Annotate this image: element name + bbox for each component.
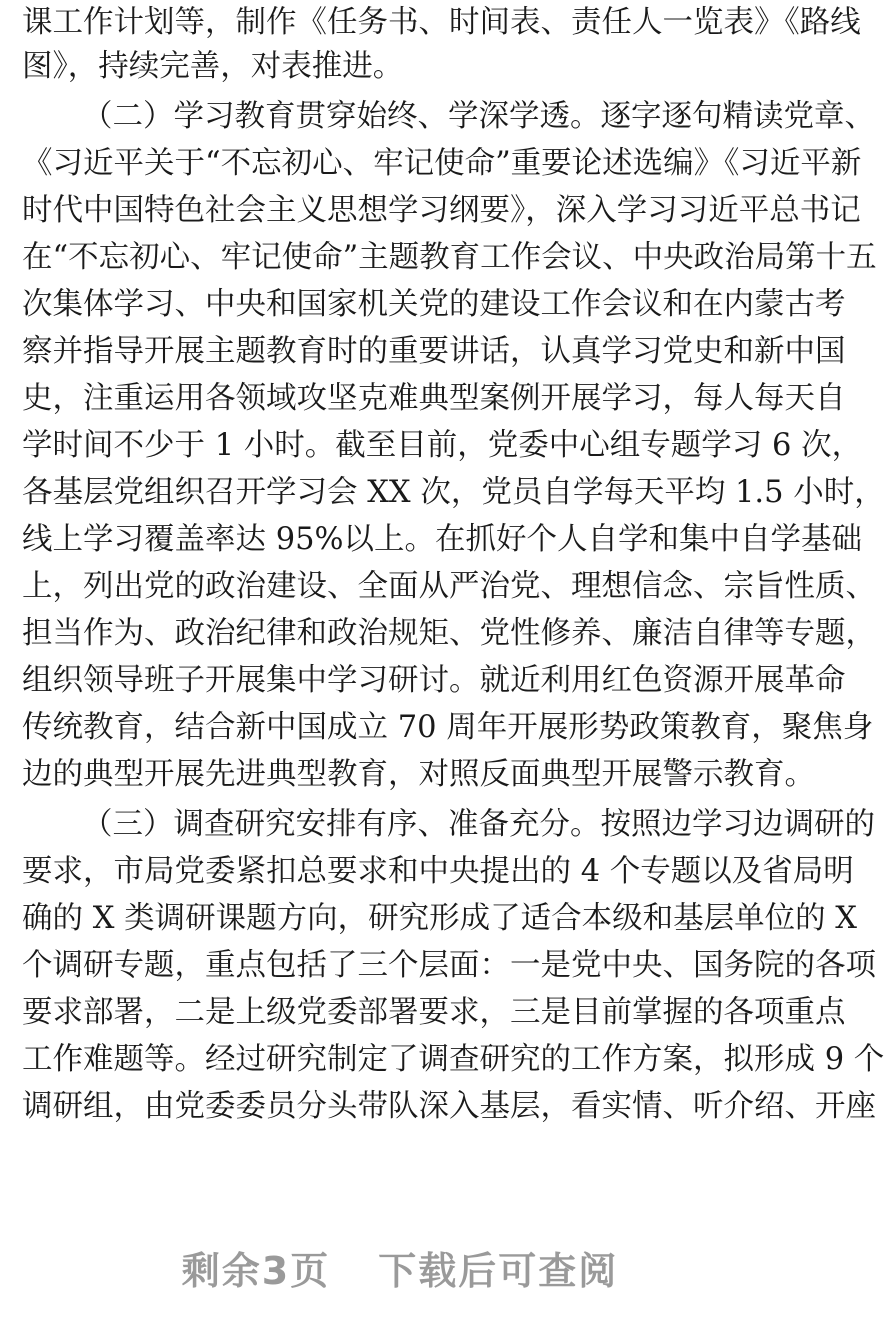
text-line: 图》，持续完善，对表推进。 bbox=[22, 49, 404, 84]
download-prompt[interactable] bbox=[0, 1236, 800, 1306]
text-line: 担当作为、政治纪律和政治规矩、党性修养、廉洁自律等专题， bbox=[22, 616, 876, 651]
text-line: 上，列出党的政治建设、全面从严治党、理想信念、宗旨性质、 bbox=[22, 569, 876, 604]
text-line: 边的典型开展先进典型教育，对照反面典型开展警示教育。 bbox=[22, 757, 815, 792]
text-line: 调研组，由党委委员分头带队深入基层，看实情、听介绍、开座 bbox=[22, 1089, 876, 1124]
text-line: 个调研专题，重点包括了三个层面：一是党中央、国务院的各项 bbox=[22, 948, 876, 983]
text-line: 史，注重运用各领域攻坚克难典型案例开展学习，每人每天自 bbox=[22, 381, 846, 416]
text-line: 在“不忘初心、牢记使命”主题教育工作会议、中央政治局第十五 bbox=[22, 240, 877, 275]
text-line: 次集体学习、中央和国家机关党的建设工作会议和在内蒙古考 bbox=[22, 287, 846, 322]
text-line: 《习近平关于“不忘初心、牢记使命”重要论述选编》《习近平新 bbox=[22, 146, 862, 181]
remaining-pages-label: 剩余3页 bbox=[181, 1249, 331, 1293]
text-line: 时代中国特色社会主义思想学习纲要》，深入学习习近平总书记 bbox=[22, 193, 861, 228]
text-line: 确的 X 类调研课题方向，研究形成了适合本级和基层单位的 X bbox=[22, 901, 858, 936]
text-line: 工作难题等。经过研究制定了调查研究的工作方案，拟形成 9 个 bbox=[22, 1042, 885, 1077]
text-line: 察并指导开展主题教育时的重要讲话，认真学习党史和新中国 bbox=[22, 334, 846, 369]
text-line: 传统教育，结合新中国成立 70 周年开展形势政策教育，聚焦身 bbox=[22, 710, 874, 745]
download-to-view-label: 下载后可查阅 bbox=[378, 1249, 619, 1293]
text-line: 线上学习覆盖率达 95%以上。在抓好个人自学和集中自学基础 bbox=[22, 522, 862, 557]
text-line: 各基层党组织召开学习会 XX 次，党员自学每天平均 1.5 小时， bbox=[22, 475, 885, 510]
section-heading-line: （二）学习教育贯穿始终、学深学透。逐字逐句精读党章、 bbox=[82, 99, 875, 134]
text-line: 要求，市局党委紧扣总要求和中央提出的 4 个专题以及省局明 bbox=[22, 854, 854, 889]
text-line: 组织领导班子开展集中学习研讨。就近利用红色资源开展革命 bbox=[22, 663, 846, 698]
text-line: 学时间不少于 1 小时。截至目前，党委中心组专题学习 6 次， bbox=[22, 428, 863, 463]
text-line: 课工作计划等，制作《任务书、时间表、责任人一览表》《路线 bbox=[22, 5, 861, 40]
section-heading-line: （三）调查研究安排有序、准备充分。按照边学习边调研的 bbox=[82, 807, 875, 842]
text-line: 要求部署，二是上级党委部署要求，三是目前掌握的各项重点 bbox=[22, 995, 846, 1030]
